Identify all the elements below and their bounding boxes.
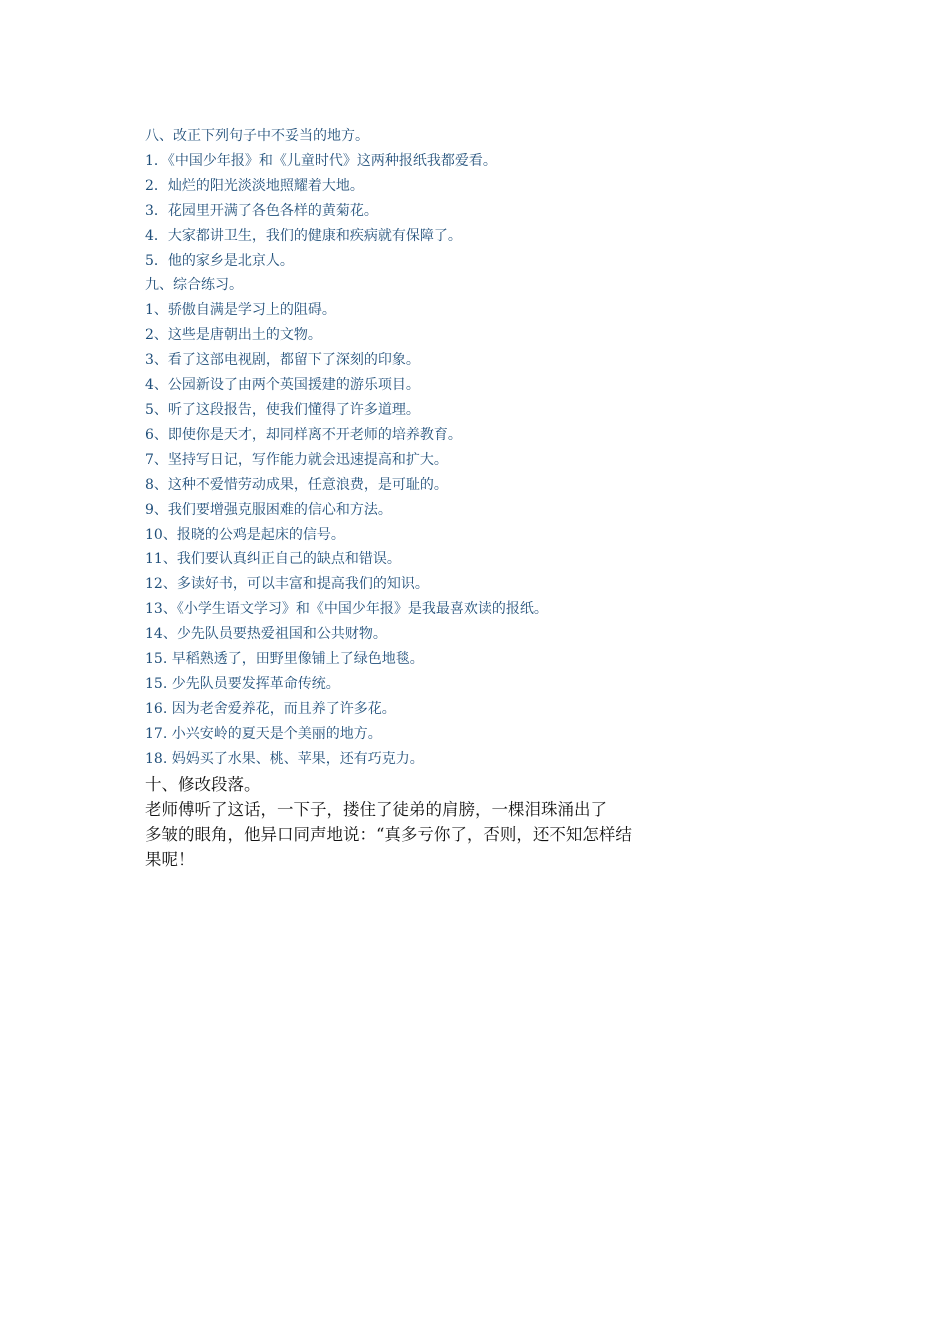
section-9-heading: 九、综合练习。 bbox=[145, 277, 243, 294]
section-8-heading: 八、改正下列句子中不妥当的地方。 bbox=[145, 128, 369, 144]
section-9-item-8: 8、这种不爱惜劳动成果，任意浪费，是可耻的。 bbox=[145, 476, 448, 493]
section-8-item-5: 5．他的家乡是北京人。 bbox=[145, 252, 294, 269]
exercise-list bbox=[145, 124, 785, 772]
section-9-item-13: 13、《小学生语文学习》和《中国少年报》是我最喜欢读的报纸。 bbox=[145, 601, 548, 618]
section-8-item-1: 1．《中国少年报》和《儿童时代》这两种报纸我都爱看。 bbox=[145, 152, 497, 169]
section-9-item-2: 2、这些是唐朝出土的文物。 bbox=[145, 327, 322, 344]
paragraph-section bbox=[145, 772, 785, 872]
section-9-item-14: 14、少先队员要热爱祖国和公共财物。 bbox=[145, 626, 387, 643]
section-9-item-18: 18. 妈妈买了水果、桃、苹果，还有巧克力。 bbox=[145, 750, 424, 767]
paragraph-line-1: 老师傅听了这话，一下子，搂住了徒弟的肩膀，一棵泪珠涌出了 bbox=[145, 799, 607, 819]
section-9-item-4: 4、公园新设了由两个英国援建的游乐项目。 bbox=[145, 377, 420, 394]
paragraph-line-2: 多皱的眼角，他异口同声地说：“真多亏你了，否则，还不知怎样结 bbox=[145, 824, 632, 844]
section-9-item-9: 9、我们要增强克服困难的信心和方法。 bbox=[145, 501, 392, 518]
section-9-item-11: 11、我们要认真纠正自己的缺点和错误。 bbox=[145, 551, 401, 568]
section-9-item-5: 5、听了这段报告，使我们懂得了许多道理。 bbox=[145, 401, 420, 418]
section-9-item-7: 7、坚持写日记，写作能力就会迅速提高和扩大。 bbox=[145, 451, 448, 468]
document-page bbox=[145, 124, 785, 872]
paragraph-line-3: 果呢！ bbox=[145, 849, 195, 869]
section-9-item-17: 17. 小兴安岭的夏天是个美丽的地方。 bbox=[145, 725, 382, 742]
section-9-item-15a: 15. 早稻熟透了，田野里像铺上了绿色地毯。 bbox=[145, 651, 424, 668]
section-9-item-15b: 15. 少先队员要发挥革命传统。 bbox=[145, 675, 340, 692]
section-9-item-10: 10、报晓的公鸡是起床的信号。 bbox=[145, 526, 345, 543]
section-9-item-3: 3、看了这部电视剧，都留下了深刻的印象。 bbox=[145, 352, 420, 369]
section-8-item-2: 2．灿烂的阳光淡淡地照耀着大地。 bbox=[145, 177, 364, 194]
section-8-item-4: 4．大家都讲卫生，我们的健康和疾病就有保障了。 bbox=[145, 227, 462, 244]
section-9-item-6: 6、即使你是天才，却同样离不开老师的培养教育。 bbox=[145, 426, 462, 443]
section-10-heading: 十、修改段落。 bbox=[145, 774, 261, 794]
section-9-item-12: 12、多读好书，可以丰富和提高我们的知识。 bbox=[145, 576, 429, 593]
section-8-item-3: 3．花园里开满了各色各样的黄菊花。 bbox=[145, 202, 378, 219]
section-9-item-1: 1、骄傲自满是学习上的阻碍。 bbox=[145, 302, 336, 319]
section-9-item-16: 16. 因为老舍爱养花，而且养了许多花。 bbox=[145, 700, 396, 717]
